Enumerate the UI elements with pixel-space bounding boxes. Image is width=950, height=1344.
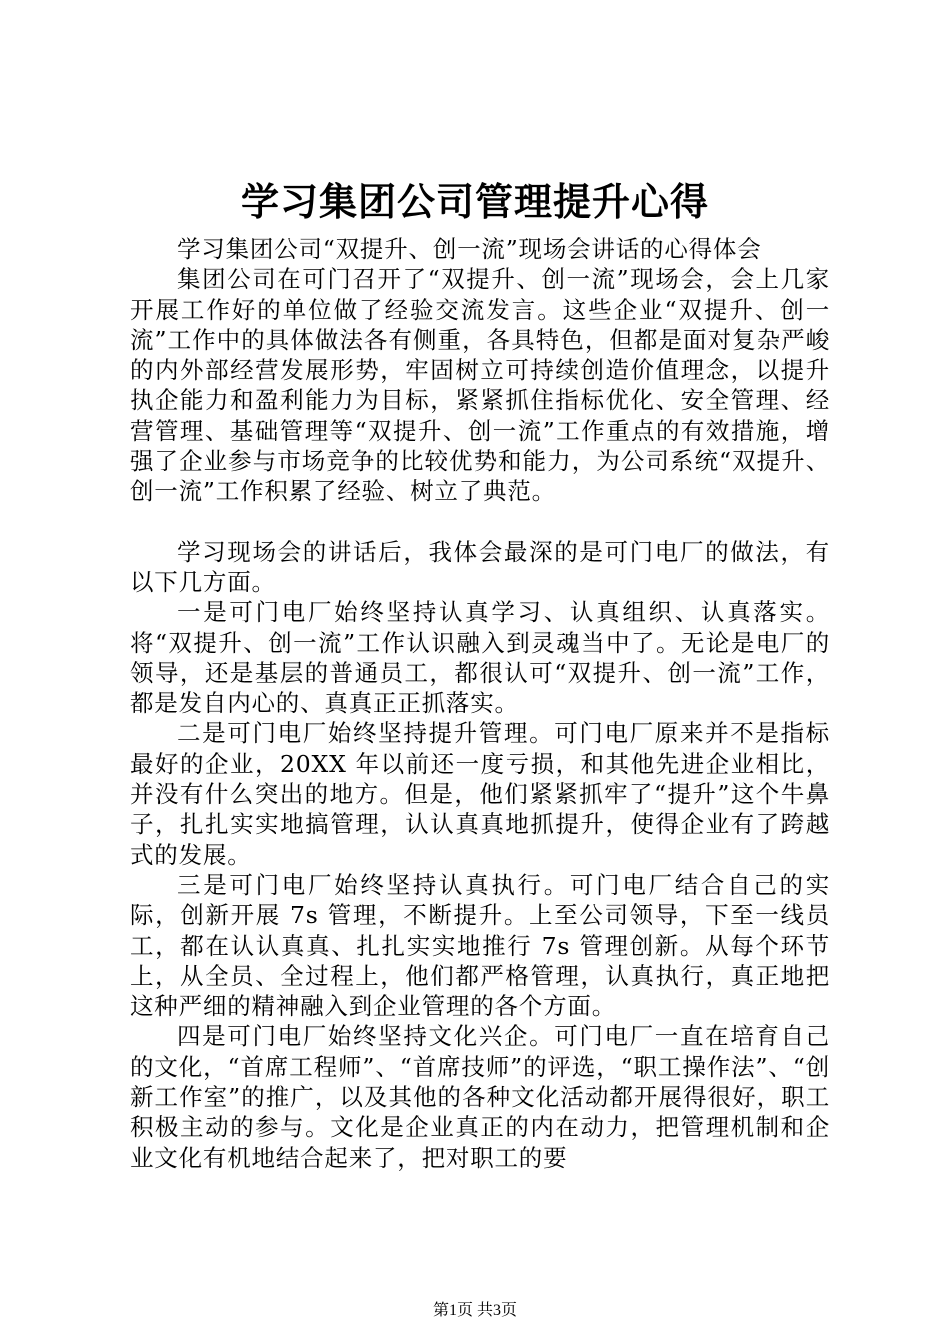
paragraph-point-1: 一是可门电厂始终坚持认真学习、认真组织、认真落实。将“双提升、创一流”工作认识融入到灵魂当中了。无论是电厂的领导，还是基层的普通员工，都很认可“双提升、创一流”工作，都是发自内心的、真真正正抓落实。	[130, 598, 830, 718]
document-body	[130, 234, 830, 1173]
paragraph-intro: 集团公司在可门召开了“双提升、创一流”现场会，会上几家开展工作好的单位做了经验交流发言。这些企业“双提升、创一流”工作中的具体做法各有侧重，各具特色，但都是面对复杂严峻的内外部经营发展形势，牢固树立可持续创造价值理念，以提升执企能力和盈利能力为目标，紧紧抓住指标优化、安全管理、经营管理、基础管理等“双提升、创一流”工作重点的有效措施，增强了企业参与市场竞争的比较优势和能力，为公司系统“双提升、创一流”工作积累了经验、树立了典范。	[130, 265, 830, 506]
page-title: 学习集团公司管理提升心得	[240, 180, 709, 224]
subtitle-paragraph: 学习集团公司“双提升、创一流”现场会讲话的心得体会	[177, 235, 762, 263]
blank-line	[130, 507, 830, 537]
paragraph-point-3: 三是可门电厂始终坚持认真执行。可门电厂结合自己的实际，创新开展 7s 管理，不断提升。上至公司领导，下至一线员工，都在认认真真、扎扎实实地推行 7s 管理创新。从每个环节上，从全员、全过程上，他们都严格管理，认真执行，真正地把这种严细的精神融入到企业管理的各个方面。	[130, 870, 830, 1021]
paragraph-point-2: 二是可门电厂始终坚持提升管理。可门电厂原来并不是指标最好的企业，20XX 年以前还一度亏损，和其他先进企业相比，并没有什么突出的地方。但是，他们紧紧抓牢了“提升”这个牛鼻子，扎扎实实地搞管理，认认真真地抓提升，使得企业有了跨越式的发展。	[130, 719, 830, 869]
paragraph-point-4: 四是可门电厂始终坚持文化兴企。可门电厂一直在培育自己的文化，“首席工程师”、“首席技师”的评选，“职工操作法”、“创新工作室”的推广，以及其他的各种文化活动都开展得很好，职工积极主动的参与。文化是企业真正的内在动力，把管理机制和企业文化有机地结合起来了，把对职工的要	[130, 1022, 830, 1172]
page-footer: 第1页 共3页	[432, 1302, 517, 1319]
paragraph-summary: 学习现场会的讲话后，我体会最深的是可门电厂的做法，有以下几方面。	[130, 537, 830, 596]
